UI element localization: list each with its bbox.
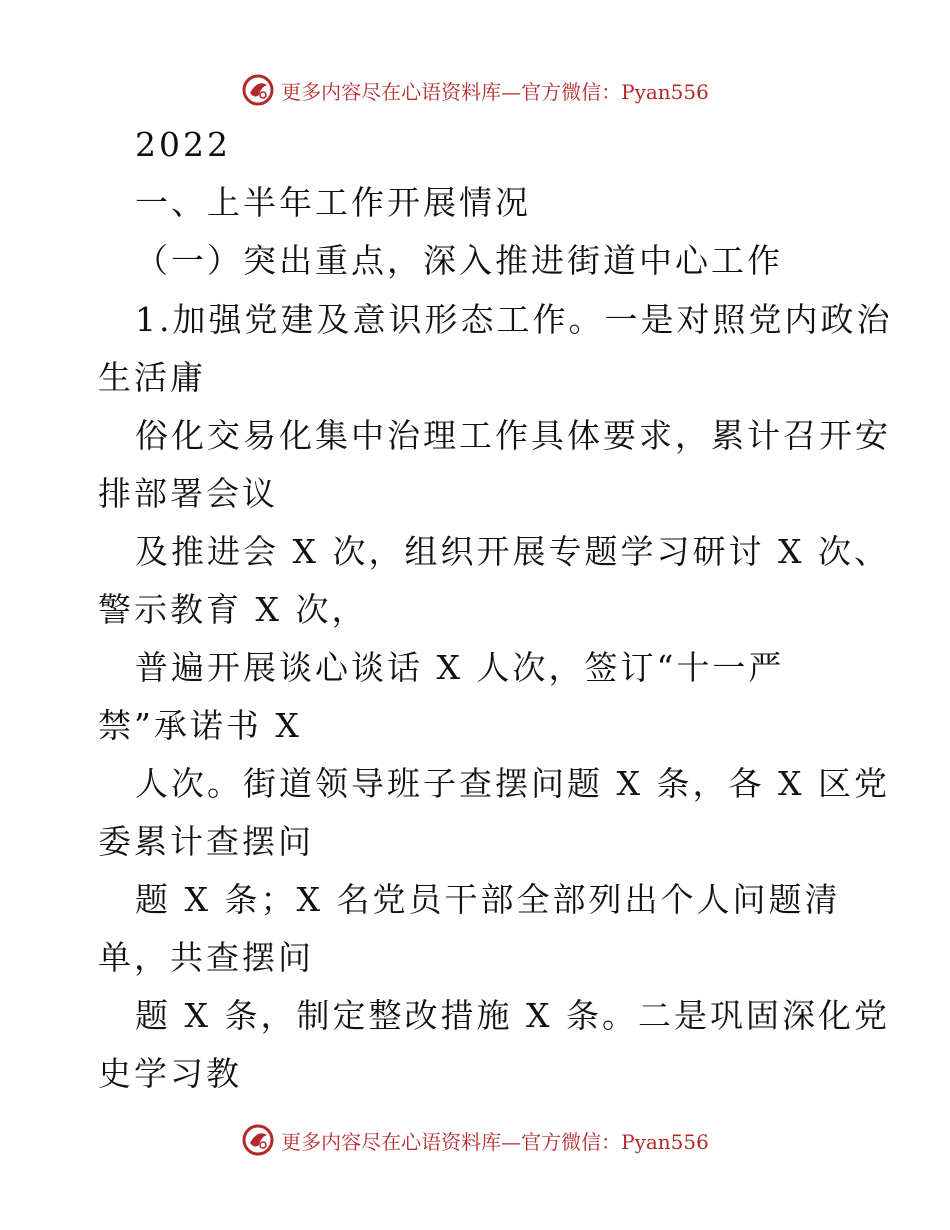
text-line: 题 X 条，制定整改措施 X 条。二是巩固深化党 xyxy=(135,996,890,1035)
text-line: 2022 xyxy=(135,125,231,164)
footer-banner xyxy=(0,1120,950,1160)
text-line: 题 X 条；X 名党员干部全部列出个人问题清 xyxy=(135,880,841,919)
text-line: 排部署会议 xyxy=(98,474,278,513)
text-line: 1.加强党建及意识形态工作。一是对照党内政治 xyxy=(135,300,893,339)
footer-banner-text: 更多内容尽在心语资料库—官方微信：Pyan556 xyxy=(281,1129,709,1154)
text-line: 单，共查摆问 xyxy=(98,938,314,977)
text-line: 委累计查摆问 xyxy=(98,822,314,861)
header-banner-text: 更多内容尽在心语资料库—官方微信：Pyan556 xyxy=(281,79,709,104)
text-line: 禁”承诺书 X xyxy=(98,706,302,745)
subsection-heading: （一）突出重点，深入推进街道中心工作 xyxy=(135,241,783,280)
brand-logo-icon xyxy=(241,1123,275,1157)
text-line: 生活庸 xyxy=(98,358,206,397)
text-line: 及推进会 X 次，组织开展专题学习研讨 X 次、 xyxy=(135,532,890,571)
section-heading: 一、上半年工作开展情况 xyxy=(135,183,531,222)
text-line: 人次。街道领导班子查摆问题 X 条，各 X 区党 xyxy=(135,764,890,803)
text-line: 俗化交易化集中治理工作具体要求，累计召开安 xyxy=(135,416,891,455)
text-line: 普遍开展谈心谈话 X 人次，签订“十一严 xyxy=(135,648,785,687)
text-line: 史学习教 xyxy=(98,1054,242,1093)
brand-logo-icon xyxy=(241,73,275,107)
text-line: 警示教育 X 次， xyxy=(98,590,368,629)
header-banner xyxy=(0,70,950,110)
